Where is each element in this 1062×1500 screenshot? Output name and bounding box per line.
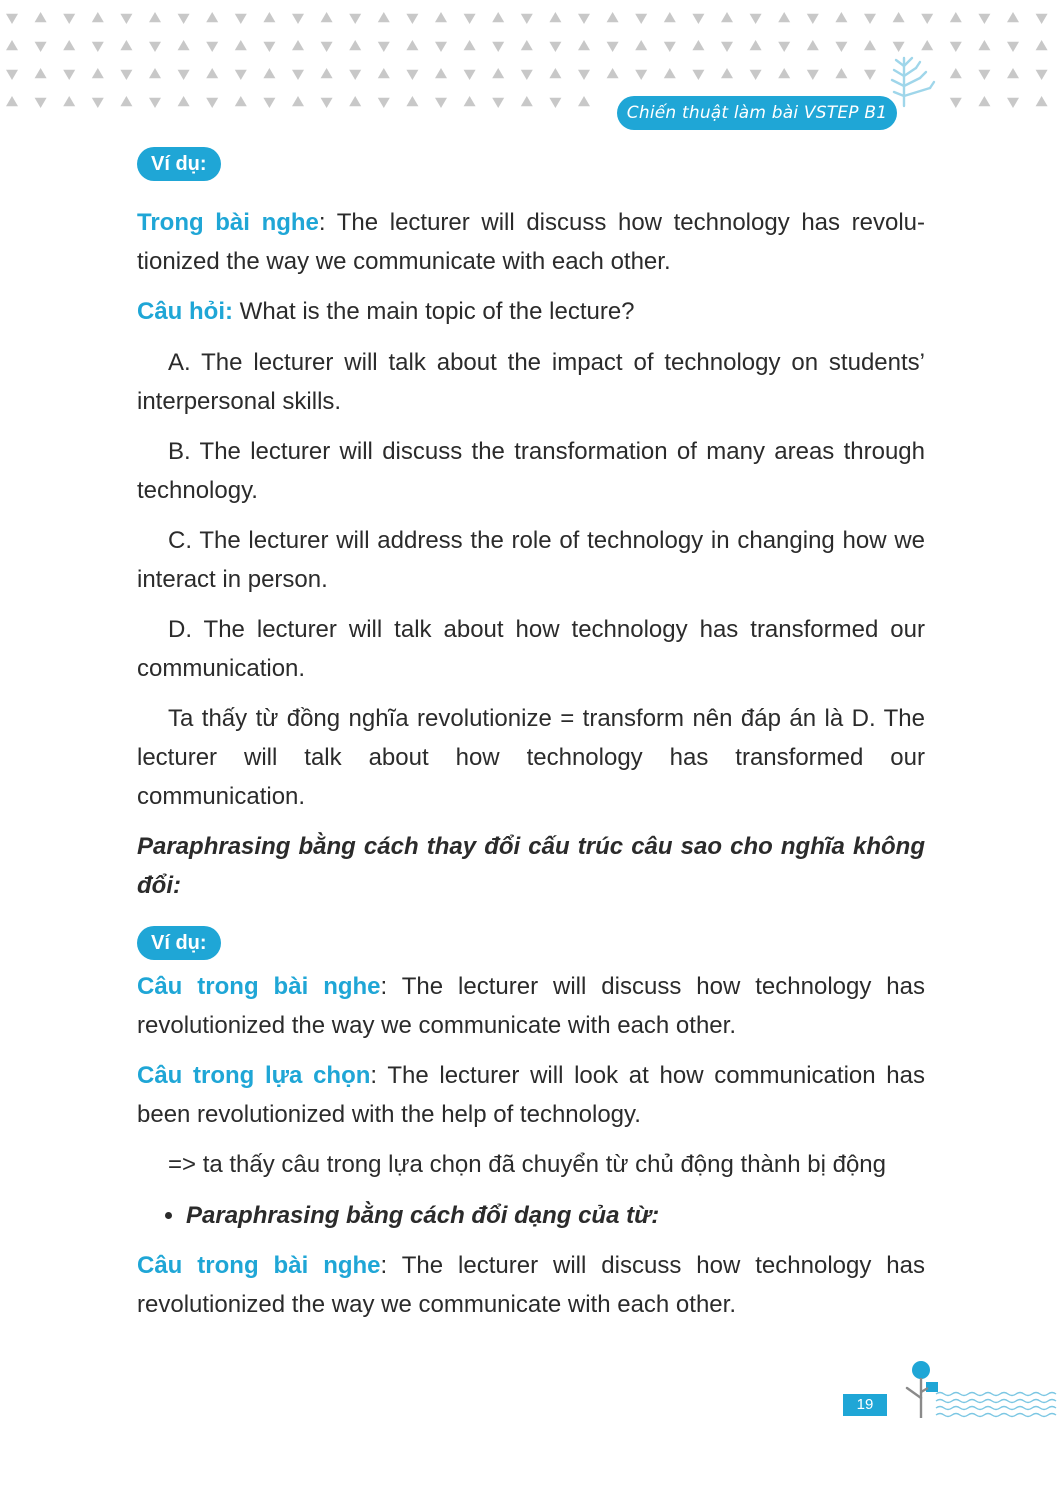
triangle-mark [292, 40, 304, 50]
triangle-mark [835, 68, 847, 78]
triangle-mark [1007, 68, 1019, 78]
triangle-mark [978, 14, 990, 24]
triangle-mark [321, 12, 333, 22]
triangle-mark [721, 42, 733, 52]
triangle-mark [578, 70, 590, 80]
triangle-mark [178, 96, 190, 106]
triangle-mark [406, 14, 418, 24]
listening-label: Câu trong bài nghe [137, 973, 381, 1000]
option-c: C. The lecturer will address the role of technology in changing how we interact in person. [137, 527, 925, 593]
triangle-mark [120, 70, 132, 80]
plant-icon [886, 52, 936, 108]
triangle-mark [750, 40, 762, 50]
triangle-mark [1007, 42, 1019, 52]
bullet-heading-text: Paraphrasing bằng cách đổi dạng của từ: [186, 1202, 660, 1229]
triangle-mark [1036, 70, 1048, 80]
page-number: 19 [843, 1394, 887, 1416]
triangle-mark [835, 12, 847, 22]
triangle-mark [35, 68, 47, 78]
triangle-mark [435, 42, 447, 52]
triangle-mark [292, 70, 304, 80]
question-text: What is the main topic of the lecture? [233, 298, 635, 325]
triangle-mark [435, 68, 447, 78]
triangle-mark [664, 42, 676, 52]
question [137, 292, 925, 331]
triangle-mark [549, 42, 561, 52]
triangle-mark [235, 40, 247, 50]
triangle-mark [721, 68, 733, 78]
listening-text: : The lecturer will discuss how technology has revolu-tionized the way we communicate with each other. [137, 209, 926, 275]
triangle-mark [178, 14, 190, 24]
triangle-mark [607, 68, 619, 78]
triangle-mark [692, 14, 704, 24]
triangle-mark [492, 42, 504, 52]
section-heading: Paraphrasing bằng cách thay đổi cấu trúc câu sao cho nghĩa không đổi: [137, 833, 925, 899]
triangle-mark [492, 98, 504, 108]
triangle-mark [406, 96, 418, 106]
triangle-mark [6, 14, 18, 24]
triangle-mark [120, 40, 132, 50]
triangle-mark [63, 70, 75, 80]
option-b: B. The lecturer will discuss the transformation of many areas through technology. [137, 438, 925, 504]
triangle-mark [149, 68, 161, 78]
triangle-mark [235, 14, 247, 24]
triangle-mark [1036, 14, 1048, 24]
header-title-badge: Chiến thuật làm bài VSTEP B1 [617, 96, 897, 130]
triangle-mark [263, 42, 275, 52]
triangle-mark [263, 98, 275, 108]
triangle-mark [235, 70, 247, 80]
triangle-mark [120, 14, 132, 24]
triangle-mark [63, 96, 75, 106]
triangle-mark [521, 96, 533, 106]
triangle-mark [778, 68, 790, 78]
option-d: D. The lecturer will talk about how technology has transformed our communication. [137, 616, 925, 682]
triangle-mark [1007, 12, 1019, 22]
triangle-mark [864, 14, 876, 24]
triangle-mark [149, 12, 161, 22]
triangle-mark [950, 42, 962, 52]
triangle-mark [178, 40, 190, 50]
triangle-mark [235, 96, 247, 106]
triangle-mark [35, 42, 47, 52]
choice-sentence [137, 1056, 925, 1134]
triangle-mark [492, 68, 504, 78]
triangle-mark [1036, 96, 1048, 106]
triangle-mark [92, 68, 104, 78]
triangle-mark [263, 68, 275, 78]
triangle-mark [378, 68, 390, 78]
triangle-mark [807, 40, 819, 50]
triangle-mark [750, 70, 762, 80]
listening-sentence [137, 967, 925, 1045]
triangle-mark [893, 42, 905, 52]
triangle-mark [807, 70, 819, 80]
triangle-mark [149, 98, 161, 108]
triangle-mark [464, 96, 476, 106]
triangle-mark [292, 14, 304, 24]
triangle-mark [63, 40, 75, 50]
triangle-mark [406, 40, 418, 50]
triangle-mark [864, 70, 876, 80]
triangle-mark [721, 12, 733, 22]
triangle-mark [692, 70, 704, 80]
bullet-icon [165, 1212, 172, 1219]
triangle-mark [6, 70, 18, 80]
explanation: Ta thấy từ đồng nghĩa revolutionize = transform nên đáp án là D. The lecturer will talk about how technology has transformed our communication. [137, 705, 925, 810]
triangle-mark [835, 42, 847, 52]
triangle-mark [406, 70, 418, 80]
question-label: Câu hỏi: [137, 298, 233, 325]
triangle-mark [921, 40, 933, 50]
triangle-mark [206, 12, 218, 22]
triangle-mark [664, 12, 676, 22]
triangle-mark [35, 98, 47, 108]
triangle-mark [321, 98, 333, 108]
triangle-mark [349, 40, 361, 50]
triangle-mark [63, 14, 75, 24]
triangle-mark [607, 42, 619, 52]
triangle-mark [435, 12, 447, 22]
triangle-mark [978, 96, 990, 106]
listening-sentence [137, 1246, 925, 1324]
listening-sentence [137, 203, 925, 281]
triangle-mark [978, 70, 990, 80]
triangle-mark [1036, 40, 1048, 50]
triangle-mark [321, 42, 333, 52]
listening-label: Trong bài nghe [137, 209, 319, 236]
triangle-mark [549, 68, 561, 78]
triangle-mark [549, 98, 561, 108]
triangle-mark [92, 42, 104, 52]
triangle-mark [492, 12, 504, 22]
choice-text: : The lecturer will look at how communication has been revolutionized with the help of technology. [137, 1062, 925, 1128]
triangle-mark [578, 14, 590, 24]
triangle-mark [692, 40, 704, 50]
bullet-heading [165, 1196, 925, 1235]
triangle-mark [950, 12, 962, 22]
triangle-mark [778, 42, 790, 52]
triangle-mark [349, 70, 361, 80]
triangle-mark [635, 14, 647, 24]
triangle-mark [578, 96, 590, 106]
triangle-mark [521, 14, 533, 24]
triangle-mark [464, 40, 476, 50]
triangle-mark [35, 12, 47, 22]
example-pill: Ví dụ: [137, 926, 221, 960]
triangle-mark [92, 12, 104, 22]
triangle-mark [206, 68, 218, 78]
triangle-mark [778, 12, 790, 22]
triangle-mark [978, 40, 990, 50]
triangle-mark [464, 70, 476, 80]
triangle-mark [750, 14, 762, 24]
listening-text: : The lecturer will discuss how technology has revolutionized the way we communicate with each other. [137, 973, 925, 1039]
triangle-mark [664, 68, 676, 78]
triangle-mark [263, 12, 275, 22]
triangle-mark [92, 98, 104, 108]
choice-label: Câu trong lựa chọn [137, 1062, 371, 1089]
triangle-mark [521, 40, 533, 50]
triangle-mark [807, 14, 819, 24]
example-pill: Ví dụ: [137, 147, 221, 181]
triangle-mark [464, 14, 476, 24]
triangle-mark [349, 14, 361, 24]
listening-text: : The lecturer will discuss how technology has revolutionized the way we communicate with each other. [137, 1252, 925, 1318]
triangle-mark [6, 96, 18, 106]
triangle-mark [950, 68, 962, 78]
triangle-mark [321, 68, 333, 78]
triangle-mark [950, 98, 962, 108]
triangle-mark [578, 40, 590, 50]
triangle-mark [292, 96, 304, 106]
triangle-mark [607, 12, 619, 22]
triangle-mark [349, 96, 361, 106]
note: => ta thấy câu trong lựa chọn đã chuyển từ chủ động thành bị động [168, 1151, 886, 1178]
triangle-mark [635, 70, 647, 80]
triangle-mark [435, 98, 447, 108]
triangle-mark [549, 12, 561, 22]
triangle-mark [635, 40, 647, 50]
triangle-mark [206, 98, 218, 108]
triangle-mark [893, 12, 905, 22]
triangle-mark [178, 70, 190, 80]
option-a: A. The lecturer will talk about the impact of technology on students’ interpersonal skills. [137, 349, 925, 415]
triangle-mark [378, 12, 390, 22]
triangle-mark [378, 42, 390, 52]
triangle-mark [521, 70, 533, 80]
tree-icon [898, 1358, 1062, 1422]
triangle-mark [378, 98, 390, 108]
listening-label: Câu trong bài nghe [137, 1252, 381, 1279]
triangle-mark [1007, 98, 1019, 108]
triangle-mark [120, 96, 132, 106]
triangle-mark [921, 14, 933, 24]
triangle-mark [6, 40, 18, 50]
triangle-mark [149, 42, 161, 52]
triangle-mark [864, 40, 876, 50]
triangle-mark [206, 42, 218, 52]
